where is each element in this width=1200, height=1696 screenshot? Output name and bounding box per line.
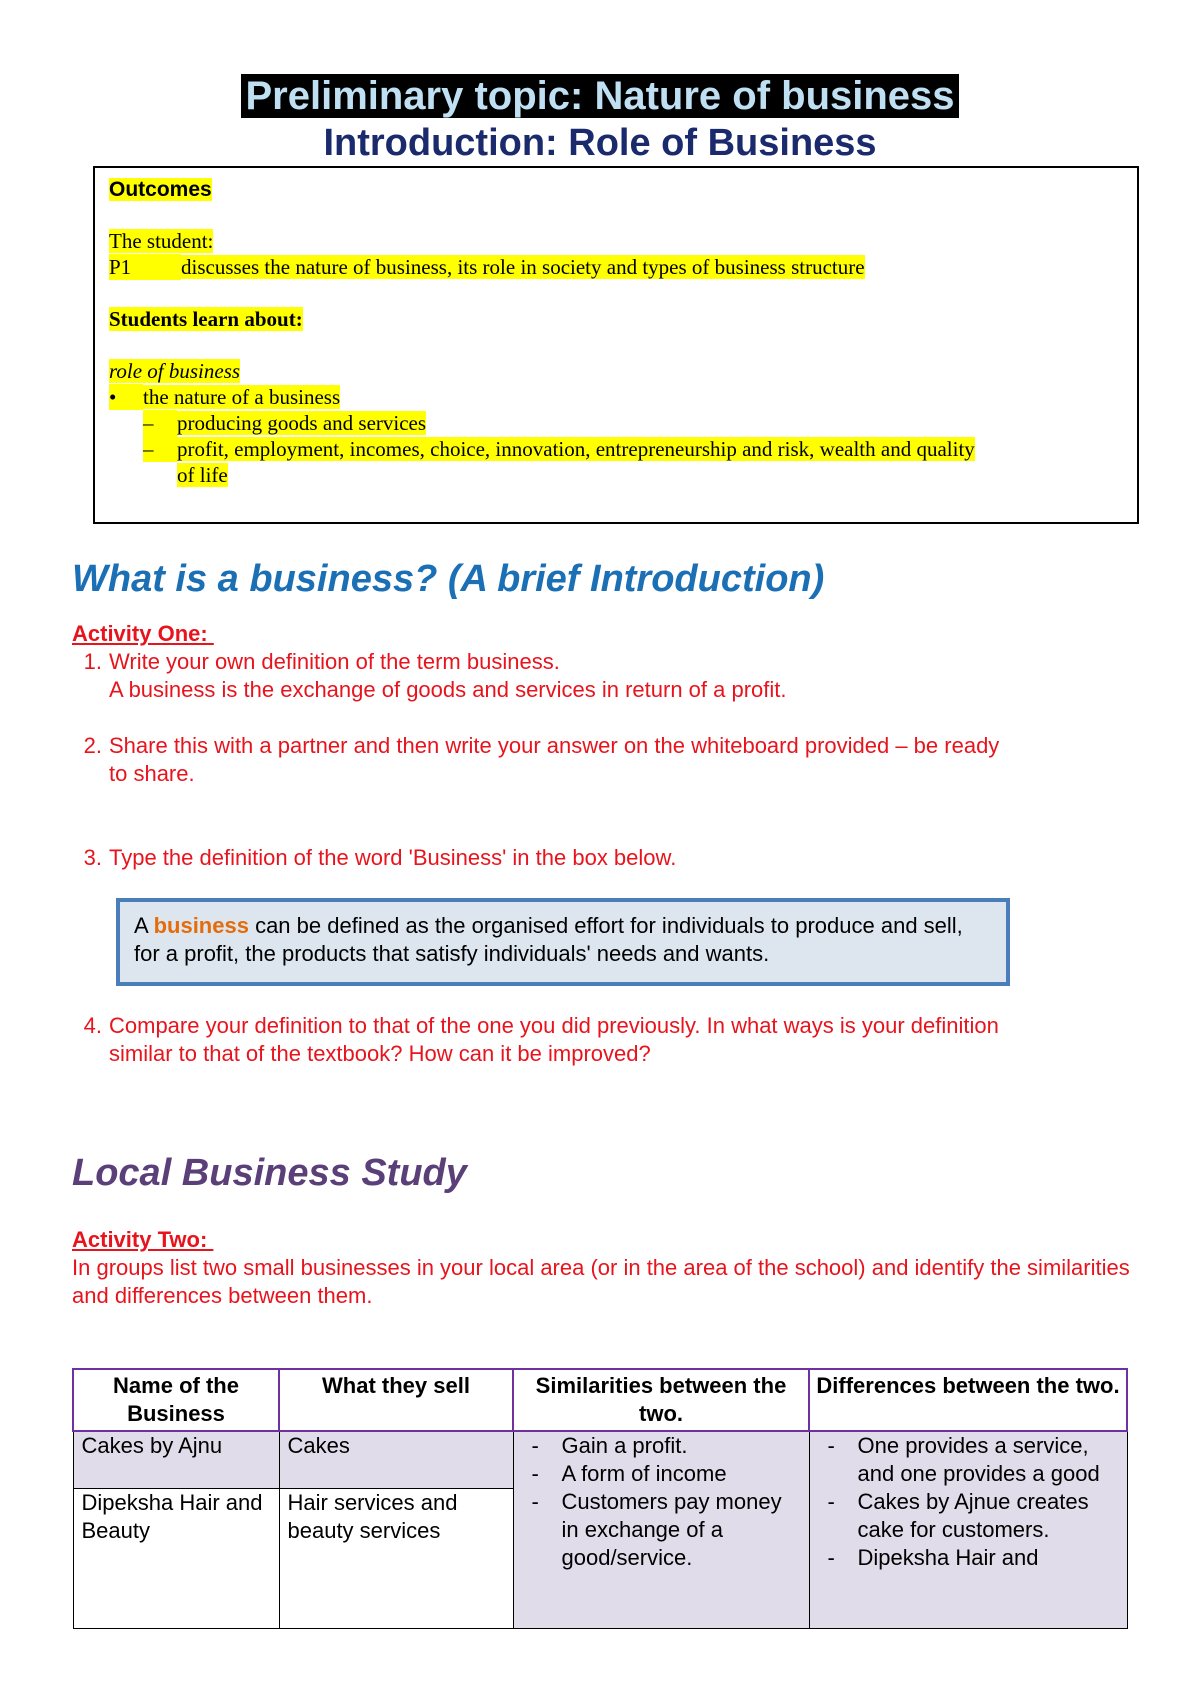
table-row (73, 1431, 1127, 1488)
cell-business-name[interactable]: Dipeksha Hair and Beauty (73, 1488, 279, 1628)
list-item: - Customers pay money in exchange of a good/service. (522, 1488, 801, 1572)
sub-item-goods: producing goods and services (177, 411, 427, 435)
list-item: - One provides a service, and one provides a good (818, 1432, 1119, 1488)
topic-title: role of business (109, 359, 241, 383)
worksheet-page: Preliminary topic: Nature of business Introduction: Role of Business Outcomes The student: P1 discusses the nature of business, its role in society and types of business structure Students learn about: role of business • the nature of a business – producing goods and services – profit, employment, incomes, choice, innovation, entrepreneurship and risk, wealth and quality of life What is a business? (A brief Introduction) Activity One: 1. Write your own definition of the term business. A business is the exchange of goods and services in return of a profit. 2. Share this with a partner and then write your answer on the whiteboard provided – be ready to share. 3. Type the definition of the word 'Business' in the box below. A business can be defined as the organised effort for individuals to produce and sell, for a profit, the products that satisfy individuals' needs and wants. 4. Compare your definition to that of the one you did previously. In what ways is your definition similar to that of the textbook? How can it be improved? Local Business Study Activity Two: In groups list two small businesses in your local area (or in the area of the school) and identify the similarities and differences between them. Name of the Business What they sell Similarities between the two. Differences between the two. Cakes by Ajnu Cakes - Gain a profit. - A form of income - Customers pay money in exchange of a good/service. - One provides a service, and one provides a good - Cakes by Ajnue creates cake for customers. - Dipeksha Hair and Dipeksha Hair and Beauty Hair services and beauty services (0, 0, 1200, 1696)
outcome-code: P1 (109, 254, 181, 280)
cell-similarities[interactable] (513, 1431, 809, 1628)
list-item: - A form of income (522, 1460, 801, 1488)
activity-two-instructions: In groups list two small businesses in your local area (or in the area of the school) and identify the similarities and differences between them. (72, 1255, 1130, 1308)
cell-what-they-sell[interactable]: Hair services and beauty services (279, 1488, 513, 1628)
definition-keyword: business (153, 913, 249, 938)
activity-one-label: Activity One: (72, 621, 214, 646)
student-line: The student: (109, 229, 214, 253)
business-comparison-table (72, 1368, 1128, 1629)
header-name: Name of the Business (73, 1369, 279, 1431)
section-heading-business: What is a business? (A brief Introduction) (72, 558, 825, 600)
dash-icon: – (143, 436, 177, 462)
dash-icon: – (143, 410, 177, 436)
list-item: - Dipeksha Hair and (818, 1544, 1119, 1572)
activity-two-label: Activity Two: (72, 1227, 214, 1252)
header-similarities: Similarities between the two. (513, 1369, 809, 1431)
header-sell: What they sell (279, 1369, 513, 1431)
outcomes-heading: Outcomes (109, 178, 212, 201)
definition-box[interactable]: A business can be defined as the organised effort for individuals to produce and sell, for a profit, the products that satisfy individuals' needs and wants. (116, 898, 1010, 986)
page-title: Preliminary topic: Nature of business (0, 72, 1200, 120)
list-item: - Gain a profit. (522, 1432, 801, 1460)
cell-differences[interactable] (809, 1431, 1127, 1628)
outcomes-box (93, 166, 1139, 524)
cell-what-they-sell[interactable]: Cakes (279, 1431, 513, 1488)
sub-item-profit: profit, employment, incomes, choice, innovation, entrepreneurship and risk, wealth and quality (177, 437, 975, 461)
learn-heading: Students learn about: (109, 307, 303, 331)
page-subtitle: Introduction: Role of Business (323, 122, 877, 164)
bullet-item: the nature of a business (143, 385, 341, 409)
list-item: - Cakes by Ajnue creates cake for customers. (818, 1488, 1119, 1544)
outcome-text: discusses the nature of business, its role in society and types of business structure (181, 255, 865, 279)
header-differences: Differences between the two. (809, 1369, 1127, 1431)
section-heading-local-study: Local Business Study (72, 1152, 467, 1194)
sub-item-profit-cont: of life (177, 463, 228, 487)
bullet-icon: • (109, 384, 143, 410)
cell-business-name[interactable]: Cakes by Ajnu (73, 1431, 279, 1488)
